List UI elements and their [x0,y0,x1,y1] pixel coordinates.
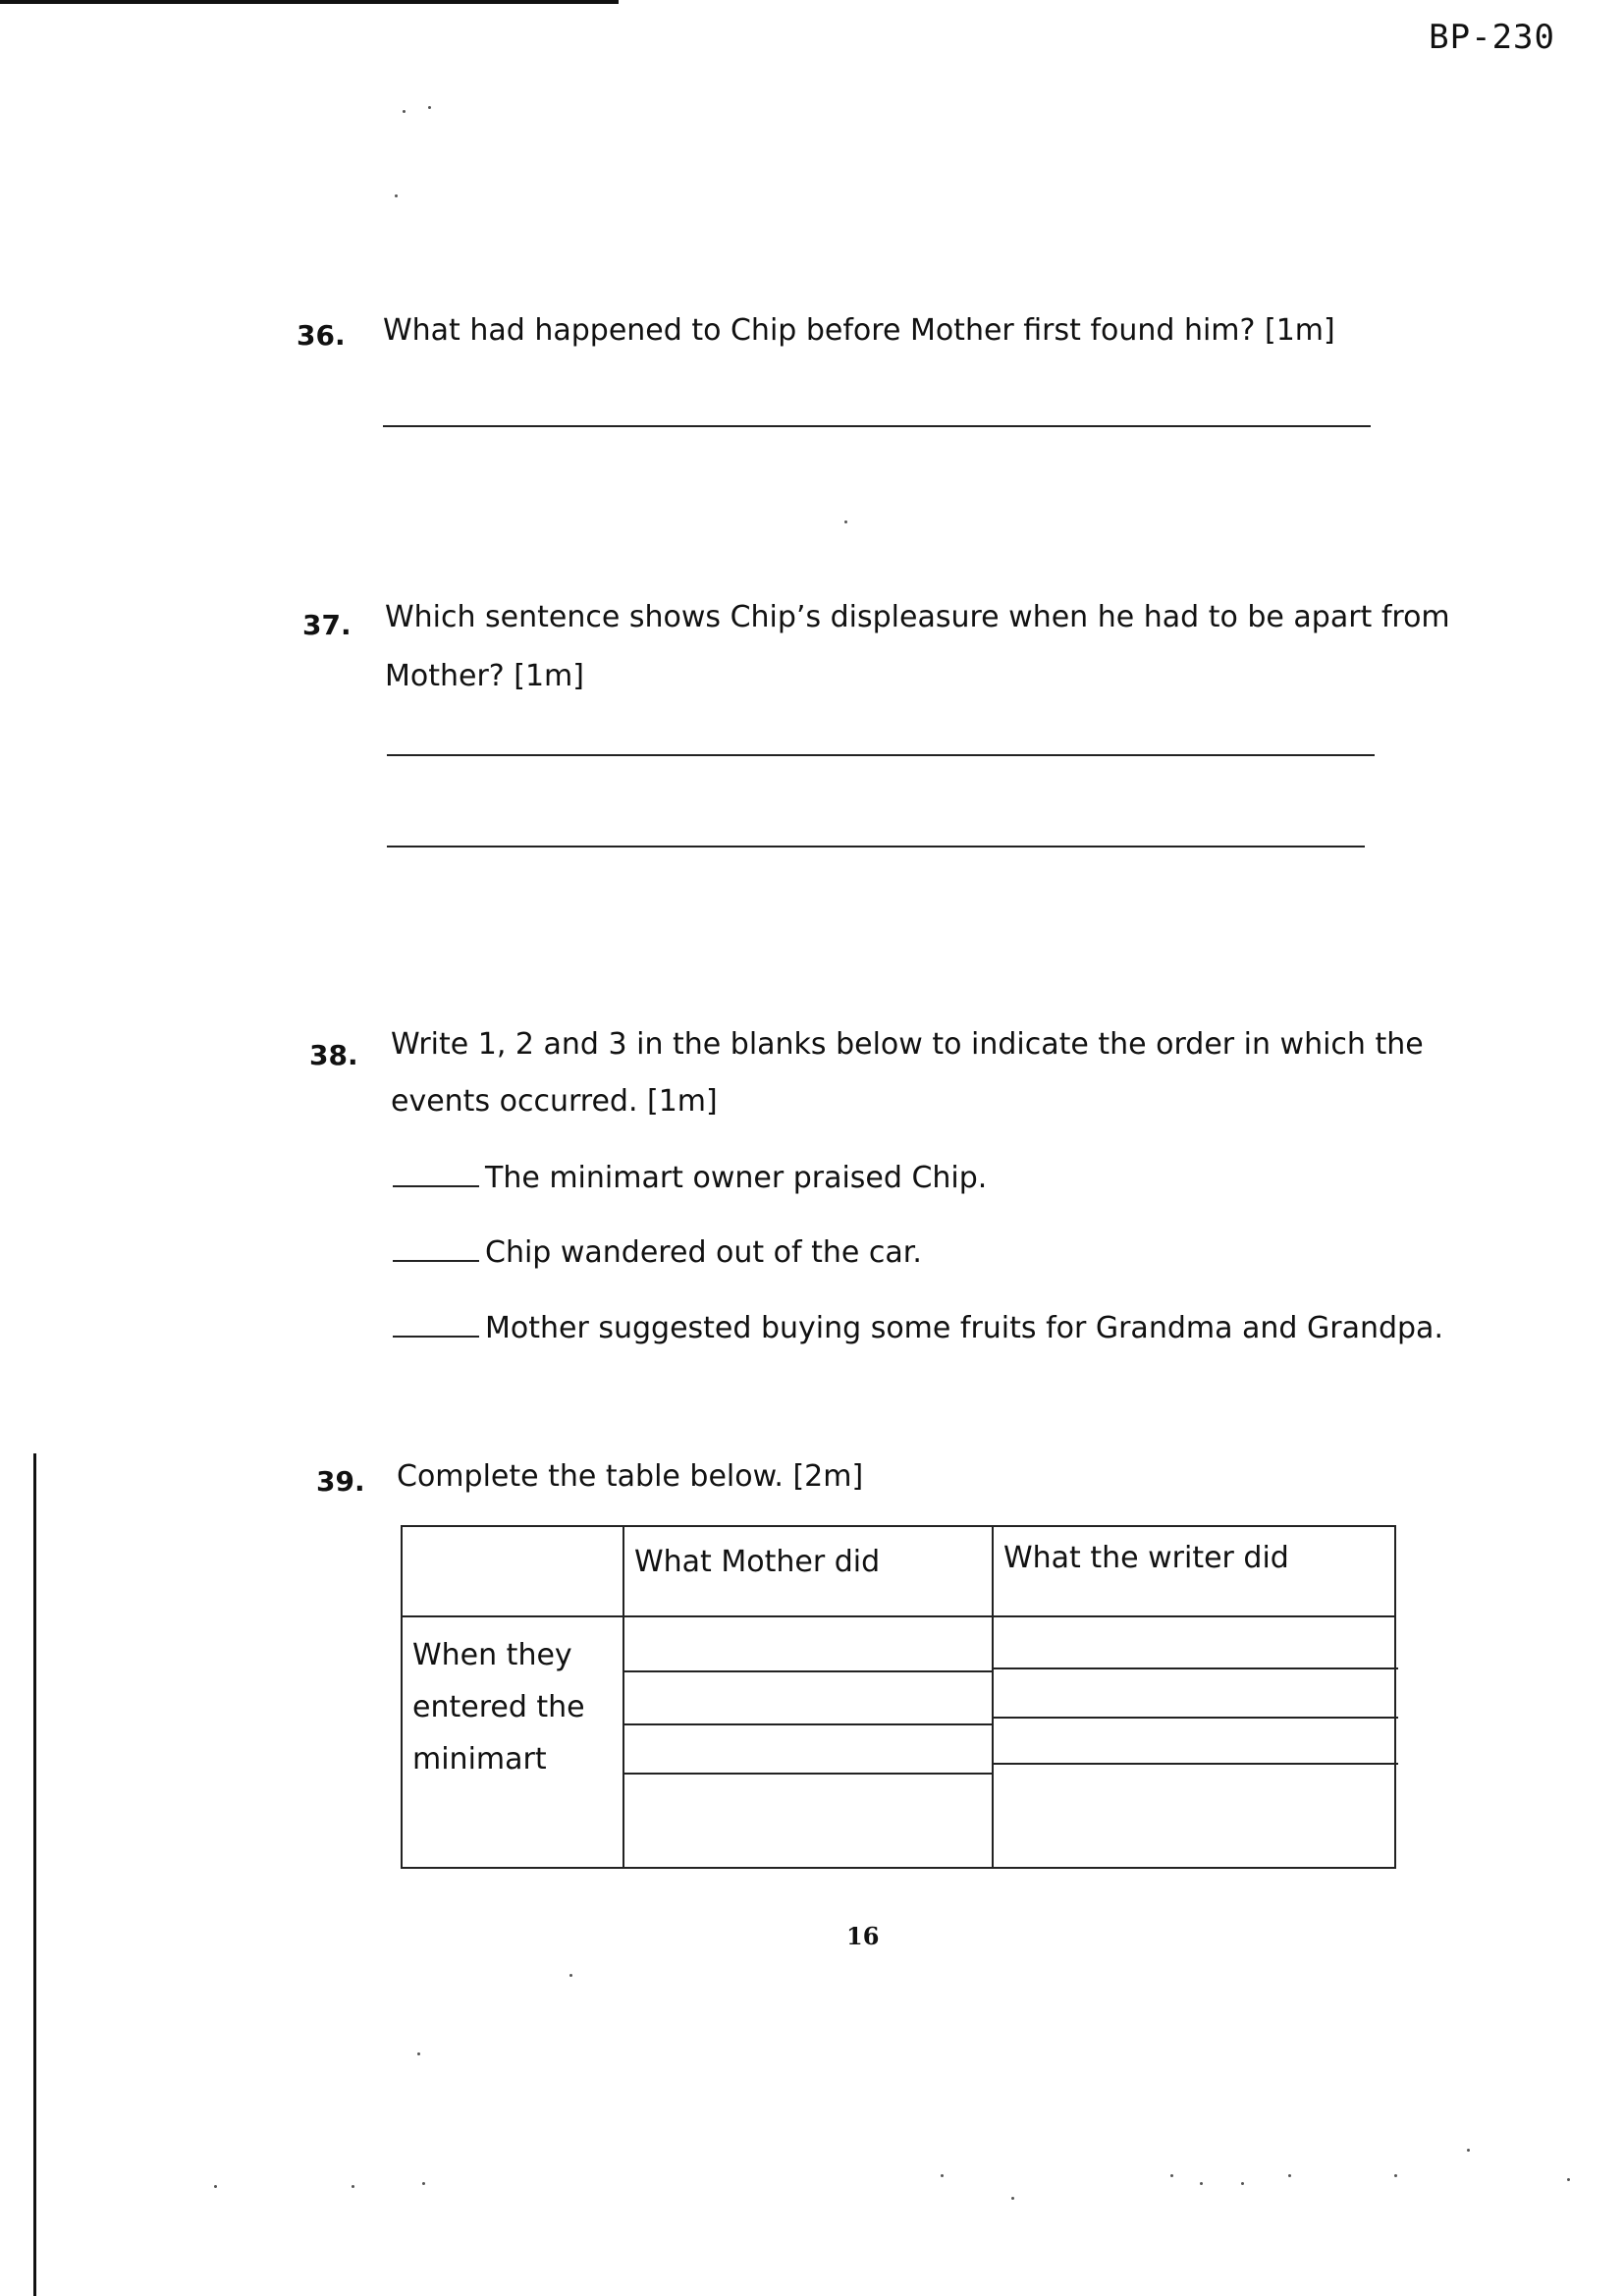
scan-speck [422,2182,425,2185]
paper-code: BP-230 [1429,18,1555,57]
q36-number: 36. [297,319,346,352]
row-label: When they entered the minimart [412,1638,585,1777]
writer-answer-line[interactable] [992,1667,1398,1669]
writer-answer-line[interactable] [992,1717,1398,1719]
writer-answer-line[interactable] [992,1763,1398,1765]
q36-answer-line[interactable] [383,425,1371,427]
order-blank[interactable] [393,1156,479,1187]
scan-speck [1288,2174,1291,2177]
scan-speck [844,520,847,523]
page-number: 16 [846,1922,880,1950]
q38-event-3: Mother suggested buying some fruits for Grandma and Grandpa. [393,1306,1443,1345]
header-what-writer-did: What the writer did [1003,1541,1289,1575]
mother-answer-line[interactable] [623,1670,992,1672]
scan-speck [352,2185,354,2188]
scan-speck [1200,2182,1203,2185]
q38-number: 38. [309,1039,358,1071]
q37-answer-line-2[interactable] [387,846,1365,847]
scan-speck [1467,2149,1470,2152]
scan-speck [941,2174,944,2177]
scan-speck [569,1974,572,1977]
scan-speck [417,2052,420,2055]
scan-speck [1170,2174,1173,2177]
table-column-divider [992,1527,994,1867]
q39-number: 39. [316,1465,365,1498]
header-what-mother-did: What Mother did [634,1545,881,1579]
order-blank[interactable] [393,1230,479,1262]
scan-speck [214,2185,217,2188]
scan-speck [1394,2174,1397,2177]
q38-text-line1: Write 1, 2 and 3 in the blanks below to indicate the order in which the [391,1027,1424,1062]
q38-text-line2: events occurred. [1m] [391,1084,718,1119]
scan-speck [395,194,398,197]
left-margin-line [33,1453,36,2296]
q37-text-line1: Which sentence shows Chip’s displeasure when he had to be apart from [385,600,1450,634]
table-column-divider [623,1527,624,1867]
q37-number: 37. [302,609,352,641]
q38-event-2: Chip wandered out of the car. [393,1230,922,1270]
q37-answer-line-1[interactable] [387,754,1375,756]
q39-text: Complete the table below. [2m] [397,1459,864,1494]
mother-answer-line[interactable] [623,1723,992,1725]
scan-speck [1241,2182,1244,2185]
top-border-line [0,0,619,4]
q39-table [401,1525,1396,1869]
scan-speck [428,106,431,109]
scan-speck [1011,2197,1014,2200]
table-header-divider [403,1615,1394,1617]
scan-speck [1567,2178,1570,2181]
scan-speck [403,110,406,113]
mother-answer-line[interactable] [623,1773,992,1775]
q38-event-1: The minimart owner praised Chip. [393,1156,987,1195]
order-blank[interactable] [393,1306,479,1338]
q36-text: What had happened to Chip before Mother first found him? [1m] [383,313,1335,348]
q37-text-line2: Mother? [1m] [385,659,584,693]
